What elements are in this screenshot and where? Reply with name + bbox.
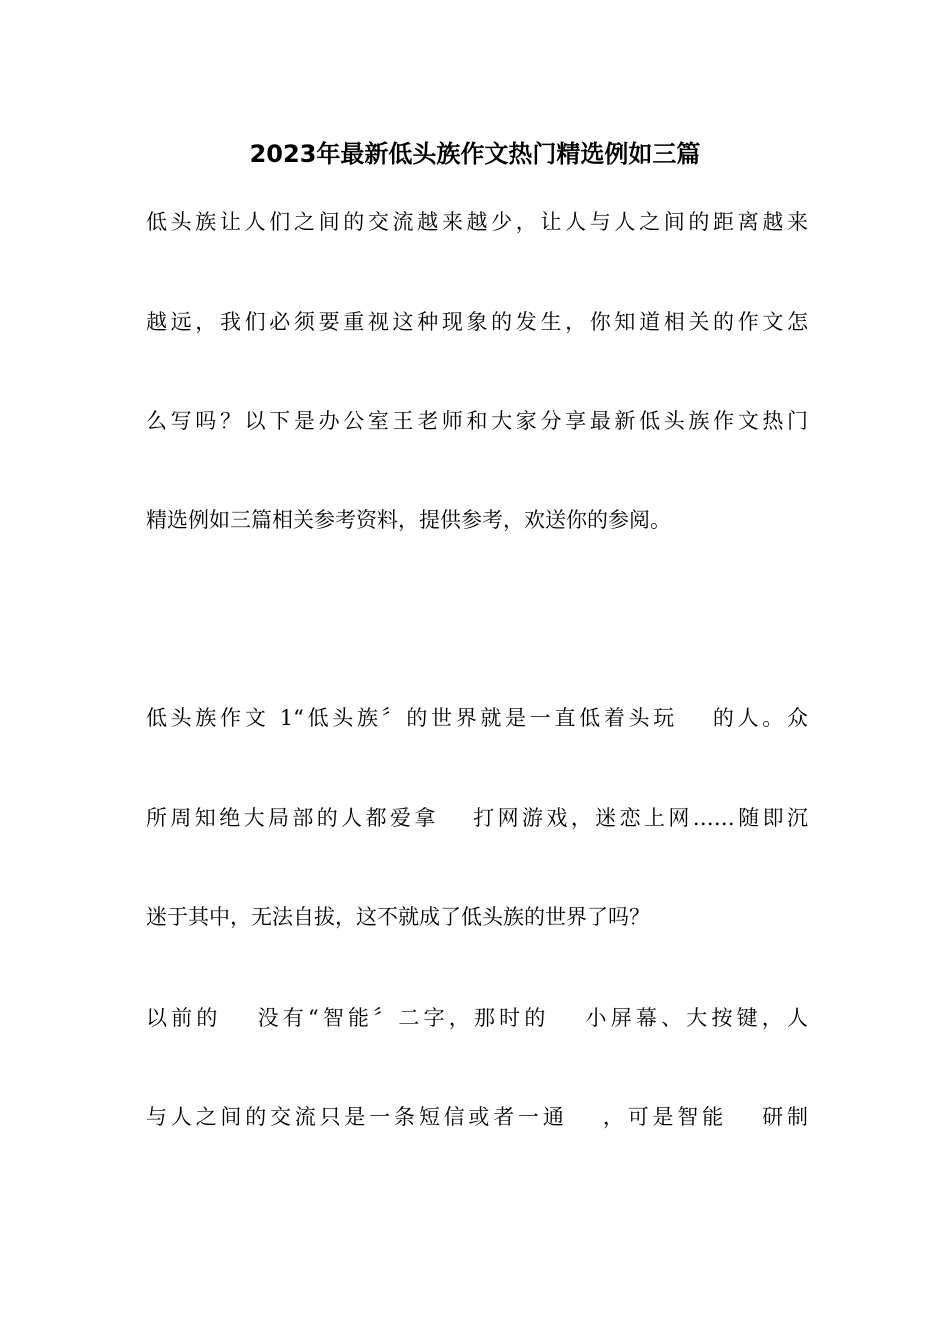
intro-line-4: 精选例如三篇相关参考资料，提供参考，欢送你的参阅。 (146, 508, 671, 532)
essay-line-5: 与人之间的交流只是一条短信或者一通 ，可是智能 研制 (146, 1105, 808, 1129)
essay-line-3: 迷于其中，无法自拔，这不就成了低头族的世界了吗？ (146, 905, 650, 929)
essay-line-4: 以前的 没有“智能〞二字，那时的 小屏幕、大按键，人 (146, 1006, 808, 1030)
intro-line-1: 低头族让人们之间的交流越来越少，让人与人之间的距离越来 (146, 210, 808, 234)
intro-line-3: 么写吗？以下是办公室王老师和大家分享最新低头族作文热门 (146, 409, 808, 433)
essay-line-1: 低头族作文 1“低头族〞的世界就是一直低着头玩 的人。众 (146, 706, 808, 730)
intro-line-2: 越远，我们必须要重视这种现象的发生，你知道相关的作文怎 (146, 310, 808, 334)
essay-line-2: 所周知绝大局部的人都爱拿 打网游戏，迷恋上网……随即沉 (146, 806, 808, 830)
document-title: 2023年最新低头族作文热门精选例如三篇 (249, 140, 701, 168)
